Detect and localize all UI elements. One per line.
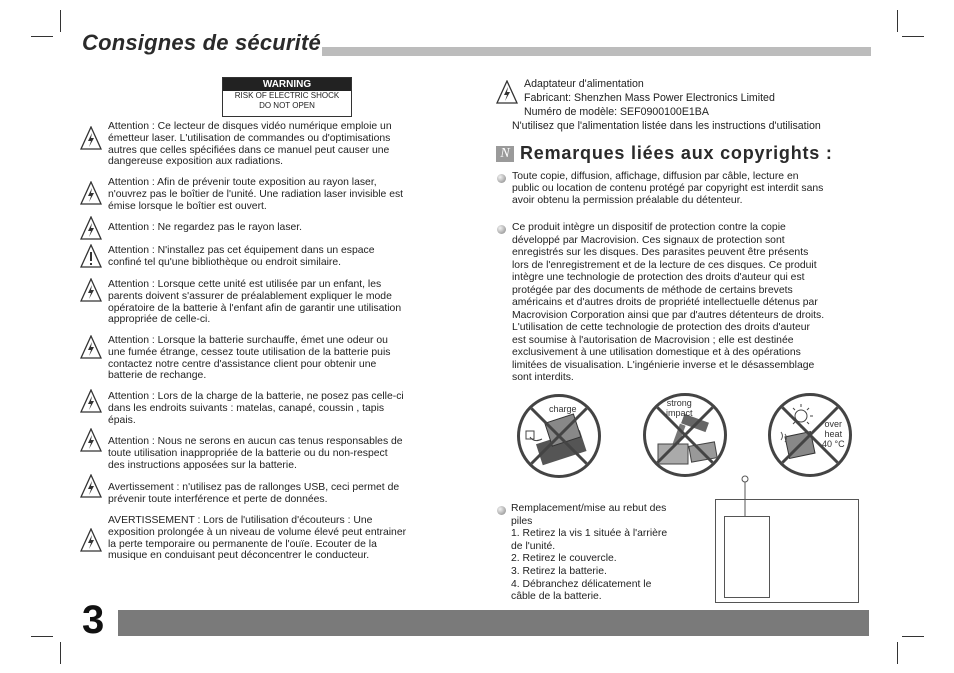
text-line: Attention : Ce lecteur de disques vidéo numérique emploie un [108,121,392,132]
over-heat-label [822,419,845,449]
text-line: épais. [108,414,136,426]
warning-line: DO NOT OPEN [259,101,315,110]
text-line: n'ouvrez pas le boîtier de l'unité. Une radiation laser invisible est [108,188,404,200]
crop-mark [60,10,61,32]
bullet-icon [497,506,506,515]
crop-mark [897,642,898,664]
text-line: 3. Retirez la batterie. [511,565,607,577]
text-line: autres que celles spécifiées dans ce manuel peut causer une [108,144,390,156]
text-line: strong [666,398,692,408]
screw-pointer-icon [740,474,750,518]
safety-text [108,222,302,234]
crop-mark [31,636,53,637]
text-line: parents doivent s'assurer de préalablement expliquer le mode [108,290,392,302]
safety-text [108,436,403,471]
text-line: sont interdits. [512,372,574,383]
text-line: des instructions apposées sur la batterie. [108,459,297,471]
crop-mark [897,10,898,32]
text-line: Fabricant: Shenzhen Mass Power Electronics Limited [524,92,775,104]
text-line: Numéro de modèle: SEF0900100E1BA [524,106,709,118]
text-line: heat [824,429,843,439]
text-line: musique en conduisant peut déconcentrer le conducteur. [108,550,370,562]
battery-instructions [511,503,667,604]
safety-text [108,279,401,326]
section-heading: Remarques liées aux copyrights : [520,143,833,163]
text-line: Ce produit intègre un dispositif de protection contre la copie [512,222,786,233]
safety-text [108,177,403,212]
text-line: exclusivement à une utilisation domestique et à des opérations [512,347,801,358]
footer-bar [118,610,869,636]
text-line: toute utilisation inappropriée de la batterie ou du non-respect [108,447,388,459]
text-line: Attention : Ne regardez pas le rayon laser. [108,222,303,233]
text-line: Attention : N'installez pas cet équipement dans un espace [108,245,375,256]
lightning-warning-icon [80,278,102,302]
safety-text [108,245,375,269]
text-line: public ou location de contenu protégé par copyright est interdit sans [512,182,824,194]
text-line: L'utilisation de cette technologie de protection des droits d'auteur [512,322,810,333]
text-line: 2. Retirez le couvercle. [511,553,617,565]
warning-heading: WARNING [223,78,351,91]
section-badge: N [496,146,514,162]
adapter-info [512,77,821,133]
text-line: N'utilisez que l'alimentation listée dans les instructions d'utilisation [512,120,821,132]
text-line: 40 °C [822,439,845,449]
text-line: over [824,419,843,429]
text-line: développé par Macrovision. Ces signaux de protection sont [512,234,785,246]
lightning-warning-icon [80,528,102,552]
text-line: Attention : Nous ne serons en aucun cas tenus responsables de [108,436,403,447]
lightning-warning-icon [80,126,102,150]
text-line: charge [549,404,577,414]
page-number: 3 [82,598,105,642]
title-rule [322,47,871,56]
text-line: la perte temporaire ou permanente de l'ouïe. Ecouter de la [108,538,377,550]
text-line: confiné tel qu'une bibliothèque ou endroit similaire. [108,256,342,268]
lightning-warning-icon [80,389,102,413]
lightning-warning-icon [496,80,518,104]
text-line: piles [511,515,533,527]
lightning-warning-icon [80,181,102,205]
text-line: avoir obtenu la permission préalable du détenteur. [512,194,743,206]
text-line: Attention : Lorsque cette unité est utilisée par un enfant, les [108,279,382,290]
text-line: contactez notre centre d'assistance client pour obtenir une [108,358,377,370]
text-line: Macrovision Corporation ainsi que par d'autres détenteurs de droits. [512,309,825,321]
text-line: de l'unité. [511,540,556,552]
text-line: une fumée étrange, cessez toute utilisation de la batterie puis [108,346,391,358]
bullet-icon [497,225,506,234]
text-line: opératoire de la batterie à l'enfant afin de garantir une utilisation [108,302,402,314]
text-line: Toute copie, diffusion, affichage, diffusion par câble, lecture en [512,171,799,182]
bullet-icon [497,174,506,183]
macrovision-paragraph [512,222,824,385]
safety-text [108,482,399,506]
text-line: Remplacement/mise au rebut des [511,503,667,514]
text-line: lors de l'enregistrement et de la lecture de ces disques. Ce produit [512,259,817,271]
lightning-warning-icon [80,428,102,452]
text-line: batterie de rechange. [108,370,207,382]
text-line: Attention : Lorsque la batterie surchauffe, émet une odeur ou [108,335,388,346]
warning-line: RISK OF ELECTRIC SHOCK [234,91,340,100]
text-line: câble de la batterie. [511,591,602,603]
text-line: dans les endroits suivants : matelas, canapé, coussin , tapis [108,402,385,414]
crop-mark [902,36,924,37]
strong-impact-label [666,398,693,418]
text-line: exposition prolongée à un niveau de volume élevé peut entrainer [108,526,407,538]
text-line: intègre une technologie de protection des droits d'auteur qui est [512,272,805,283]
text-line: protégée par des documents de méthode de certains brevets [512,284,793,296]
lightning-warning-icon [80,216,102,240]
lightning-warning-icon [80,335,102,359]
text-line: américains et d'autres droits de propriété intellectuelle détenus par [512,297,818,308]
page-title: Consignes de sécurité [82,30,321,55]
text-line: Attention : Afin de prévenir toute exposition au rayon laser, [108,177,377,188]
charge-label [549,404,577,414]
crop-mark [902,636,924,637]
text-line: AVERTISSEMENT : Lors de l'utilisation d'écouteurs : Une [108,515,373,526]
lightning-warning-icon [80,474,102,498]
warning-label [222,77,352,117]
text-line: Attention : Lors de la charge de la batterie, ne posez pas celle-ci [108,391,404,402]
safety-text [108,515,406,562]
battery-diagram-device [724,516,770,598]
text-line: appropriée de celle-ci. [108,314,211,326]
text-line: impact [666,408,693,418]
crop-mark [60,642,61,664]
text-line: prévenir toute interférence et perte de données. [108,493,328,505]
text-line: 1. Retirez la vis 1 située à l'arrière [511,528,668,540]
text-line: limitées de visualisation. L'ingénierie inverse et le désassemblage [512,359,815,371]
text-line: 4. Débranchez délicatement le [511,578,652,590]
crop-mark [31,36,53,37]
copyright-paragraph [512,171,823,206]
text-line: émetteur laser. L'utilisation de commandes ou d'optimisations [108,132,391,144]
safety-text [108,391,404,426]
text-line: enregistrés sur les disques. Des parasites peuvent être présents [512,247,809,258]
safety-text [108,121,392,168]
text-line: est soumise à l'autorisation de Macrovision ; elle est destinée [512,334,794,346]
text-line: Adaptateur d'alimentation [524,78,644,90]
exclamation-warning-icon [80,244,102,268]
safety-text [108,335,390,382]
text-line: dangereuse exposition aux radiations. [108,156,284,168]
text-line: Avertissement : n'utilisez pas de rallonges USB, ceci permet de [108,482,400,493]
text-line: émise lorsque le boîtier est ouvert. [108,200,267,212]
